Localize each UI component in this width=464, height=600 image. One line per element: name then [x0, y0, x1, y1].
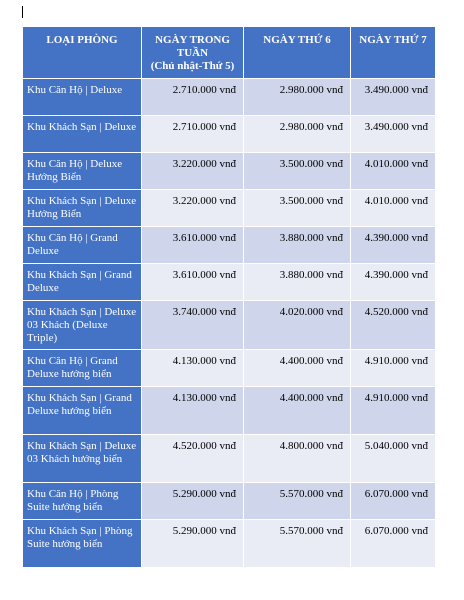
table-row: [23, 79, 436, 116]
friday-price-cell: 2.980.000 vnđ: [244, 79, 351, 116]
table-row: [23, 153, 436, 190]
table-row: [23, 301, 436, 350]
table-row: [23, 190, 436, 227]
text-cursor: [22, 6, 23, 18]
header-label: LOẠI PHÒNG: [46, 34, 118, 46]
friday-price-cell: 3.500.000 vnđ: [244, 190, 351, 227]
header-label: NGÀY TRONG TUẦN: [155, 34, 230, 59]
saturday-price-cell: 6.070.000 vnđ: [351, 520, 436, 568]
table-row: [23, 116, 436, 153]
friday-price-cell: 2.980.000 vnđ: [244, 116, 351, 153]
weekday-price-cell: 2.710.000 vnđ: [142, 116, 244, 153]
friday-price-cell: 4.800.000 vnđ: [244, 435, 351, 483]
header-sublabel: (Chủ nhật-Thứ 5): [150, 60, 235, 72]
header-saturday: [351, 27, 436, 79]
friday-price-cell: 5.570.000 vnđ: [244, 520, 351, 568]
weekday-price-cell: 4.130.000 vnđ: [142, 350, 244, 387]
weekday-price-cell: 3.610.000 vnđ: [142, 227, 244, 264]
weekday-price-cell: 2.710.000 vnđ: [142, 79, 244, 116]
room-type-cell: Khu Căn Hộ | Phòng Suite hướng biển: [23, 483, 142, 520]
saturday-price-cell: 3.490.000 vnđ: [351, 116, 436, 153]
room-type-cell: Khu Căn Hộ | Deluxe Hướng Biển: [23, 153, 142, 190]
room-type-cell: Khu Khách Sạn | Phòng Suite hướng biển: [23, 520, 142, 568]
weekday-price-cell: 5.290.000 vnđ: [142, 483, 244, 520]
saturday-price-cell: 6.070.000 vnđ: [351, 483, 436, 520]
friday-price-cell: 4.400.000 vnđ: [244, 387, 351, 435]
saturday-price-cell: 4.010.000 vnđ: [351, 190, 436, 227]
saturday-price-cell: 4.390.000 vnđ: [351, 227, 436, 264]
saturday-price-cell: 4.910.000 vnđ: [351, 350, 436, 387]
header-row: [23, 27, 436, 79]
saturday-price-cell: 4.520.000 vnđ: [351, 301, 436, 350]
friday-price-cell: 3.880.000 vnđ: [244, 264, 351, 301]
weekday-price-cell: 4.130.000 vnđ: [142, 387, 244, 435]
header-label: NGÀY THỨ 6: [263, 34, 331, 46]
header-weekday: [142, 27, 244, 79]
saturday-price-cell: 4.010.000 vnđ: [351, 153, 436, 190]
friday-price-cell: 3.880.000 vnđ: [244, 227, 351, 264]
table-row: [23, 264, 436, 301]
header-room-type: [23, 27, 142, 79]
weekday-price-cell: 3.610.000 vnđ: [142, 264, 244, 301]
table-row: [23, 520, 436, 568]
saturday-price-cell: 4.910.000 vnđ: [351, 387, 436, 435]
friday-price-cell: 4.400.000 vnđ: [244, 350, 351, 387]
room-type-cell: Khu Khách Sạn | Deluxe 03 Khách hướng biển: [23, 435, 142, 483]
table-row: [23, 227, 436, 264]
table-row: [23, 350, 436, 387]
table-row: [23, 483, 436, 520]
table-row: [23, 387, 436, 435]
friday-price-cell: 3.500.000 vnđ: [244, 153, 351, 190]
header-label: NGÀY THỨ 7: [359, 34, 427, 46]
friday-price-cell: 5.570.000 vnđ: [244, 483, 351, 520]
weekday-price-cell: 3.740.000 vnđ: [142, 301, 244, 350]
weekday-price-cell: 5.290.000 vnđ: [142, 520, 244, 568]
weekday-price-cell: 3.220.000 vnđ: [142, 153, 244, 190]
room-type-cell: Khu Căn Hộ | Grand Deluxe hướng biển: [23, 350, 142, 387]
room-type-cell: Khu Căn Hộ | Deluxe: [23, 79, 142, 116]
friday-price-cell: 4.020.000 vnđ: [244, 301, 351, 350]
header-friday: [244, 27, 351, 79]
room-type-cell: Khu Căn Hộ | Grand Deluxe: [23, 227, 142, 264]
room-price-table: [22, 26, 436, 568]
room-type-cell: Khu Khách Sạn | Grand Deluxe: [23, 264, 142, 301]
room-type-cell: Khu Khách Sạn | Grand Deluxe hướng biển: [23, 387, 142, 435]
saturday-price-cell: 3.490.000 vnđ: [351, 79, 436, 116]
room-type-cell: Khu Khách Sạn | Deluxe Hướng Biển: [23, 190, 142, 227]
saturday-price-cell: 4.390.000 vnđ: [351, 264, 436, 301]
table-row: [23, 435, 436, 483]
weekday-price-cell: 4.520.000 vnđ: [142, 435, 244, 483]
room-type-cell: Khu Khách Sạn | Deluxe 03 Khách (Deluxe Triple): [23, 301, 142, 350]
saturday-price-cell: 5.040.000 vnđ: [351, 435, 436, 483]
weekday-price-cell: 3.220.000 vnđ: [142, 190, 244, 227]
room-type-cell: Khu Khách Sạn | Deluxe: [23, 116, 142, 153]
